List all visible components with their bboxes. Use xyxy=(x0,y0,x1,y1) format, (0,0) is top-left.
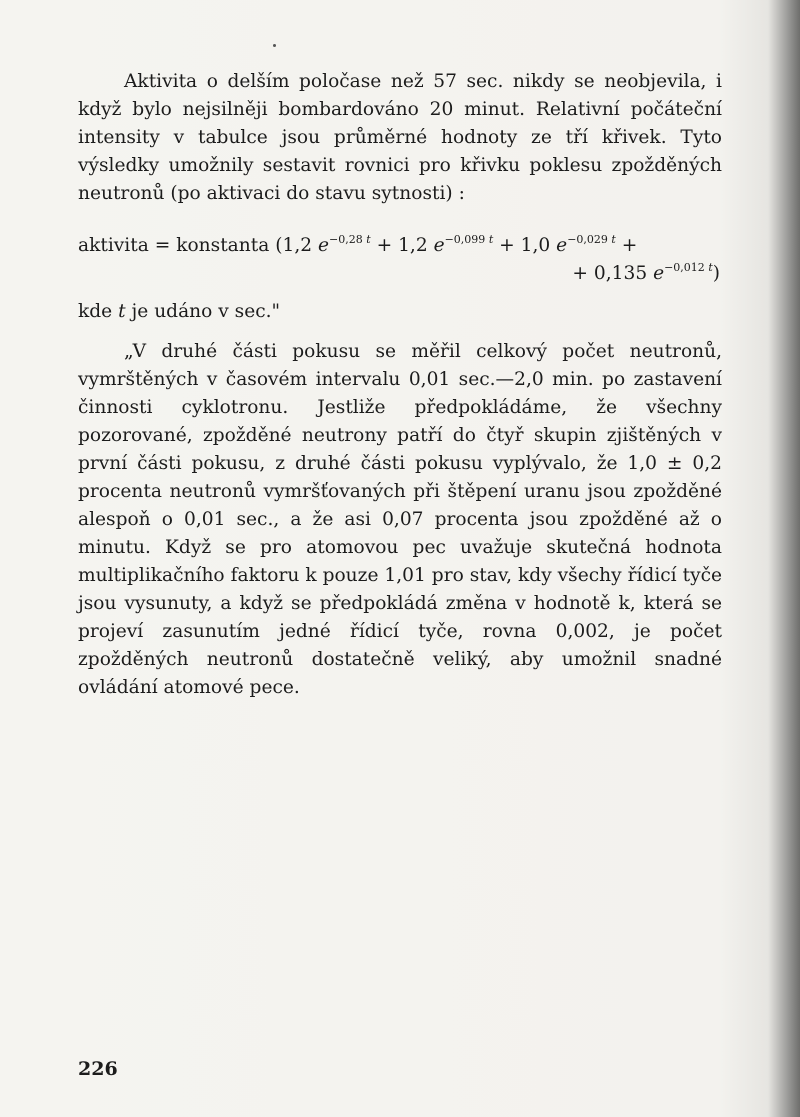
term-4-coef: 0,135 xyxy=(593,263,648,284)
term-1-e: e xyxy=(317,235,329,256)
formula-equals: = xyxy=(154,235,171,256)
formula-open-paren: ( xyxy=(275,235,283,256)
term-1-exp: −0,28 t xyxy=(329,233,371,246)
plus-2: + xyxy=(499,235,515,256)
variable-definition xyxy=(78,298,722,326)
formula-close-paren: ) xyxy=(712,263,720,284)
plus-1: + xyxy=(376,235,393,256)
term-4-exp: −0,012 t xyxy=(664,261,713,274)
formula-line-2 xyxy=(78,254,722,282)
decay-formula xyxy=(78,226,722,282)
plus-3: + xyxy=(621,235,638,256)
paragraph-activity: Aktivita o delším poločase než 57 sec. nikdy se neobjevila, i když bylo nejsilněji bombardováno 20 minut. Relativní počáteční intensity v tabulce jsou průměrné hodnoty ze tří křivek. Tyto výsledky umožnily sestavit rovnici pro křivku poklesu zpožděných neutronů (po aktivaci do stavu sytnosti) : xyxy=(78,71,722,204)
term-2-exp: −0,099 t xyxy=(444,233,494,246)
term-3-e: e xyxy=(556,235,568,256)
formula-line-1 xyxy=(78,226,722,254)
term-1-coef: 1,2 xyxy=(282,235,313,256)
kde-prefix: kde xyxy=(78,301,113,322)
formula-lhs: aktivita xyxy=(78,235,149,256)
term-4-e: e xyxy=(653,263,665,284)
page-number: 226 xyxy=(78,1058,118,1080)
kde-suffix: je udáno v sec." xyxy=(131,301,281,322)
plus-4: + xyxy=(572,263,588,284)
term-2-coef: 1,2 xyxy=(398,235,428,256)
formula-constant: konstanta xyxy=(176,235,270,256)
print-speck xyxy=(273,44,276,47)
term-3-coef: 1,0 xyxy=(520,235,551,256)
kde-variable: t xyxy=(118,301,126,322)
paragraph-delayed-neutrons: „V druhé části pokusu se měřil celkový počet neutronů, vymrštěných v časovém intervalu 0,01 sec.—2,0 min. po zastavení činnosti cyklotronu. Jestliže předpokládáme, že všechny pozorované, zpožděné neutrony patří do čtyř skupin zjištěných v první části pokusu, z druhé části pokusu vyplývalo, že 1,0 ± 0,2 procenta neutronů vymršťovaných při štěpení uranu jsou zpožděné alespoň o 0,01 sec., a že asi 0,07 procenta jsou zpožděné až o minutu. Když se pro atomovou pec uvažuje skutečná hodnota multiplikačního faktoru k pouze 1,01 pro stav, kdy všechy řídicí tyče jsou vysunuty, a když se předpokládá změna v hodnotě k, která se projeví zasunutím jedné řídicí tyče, rovna 0,002, je počet zpožděných neutronů dostatečně veliký, aby umožnil snadné ovládání atomové pece. xyxy=(78,341,722,698)
term-3-exp: −0,029 t xyxy=(567,233,616,246)
term-2-e: e xyxy=(433,235,445,256)
